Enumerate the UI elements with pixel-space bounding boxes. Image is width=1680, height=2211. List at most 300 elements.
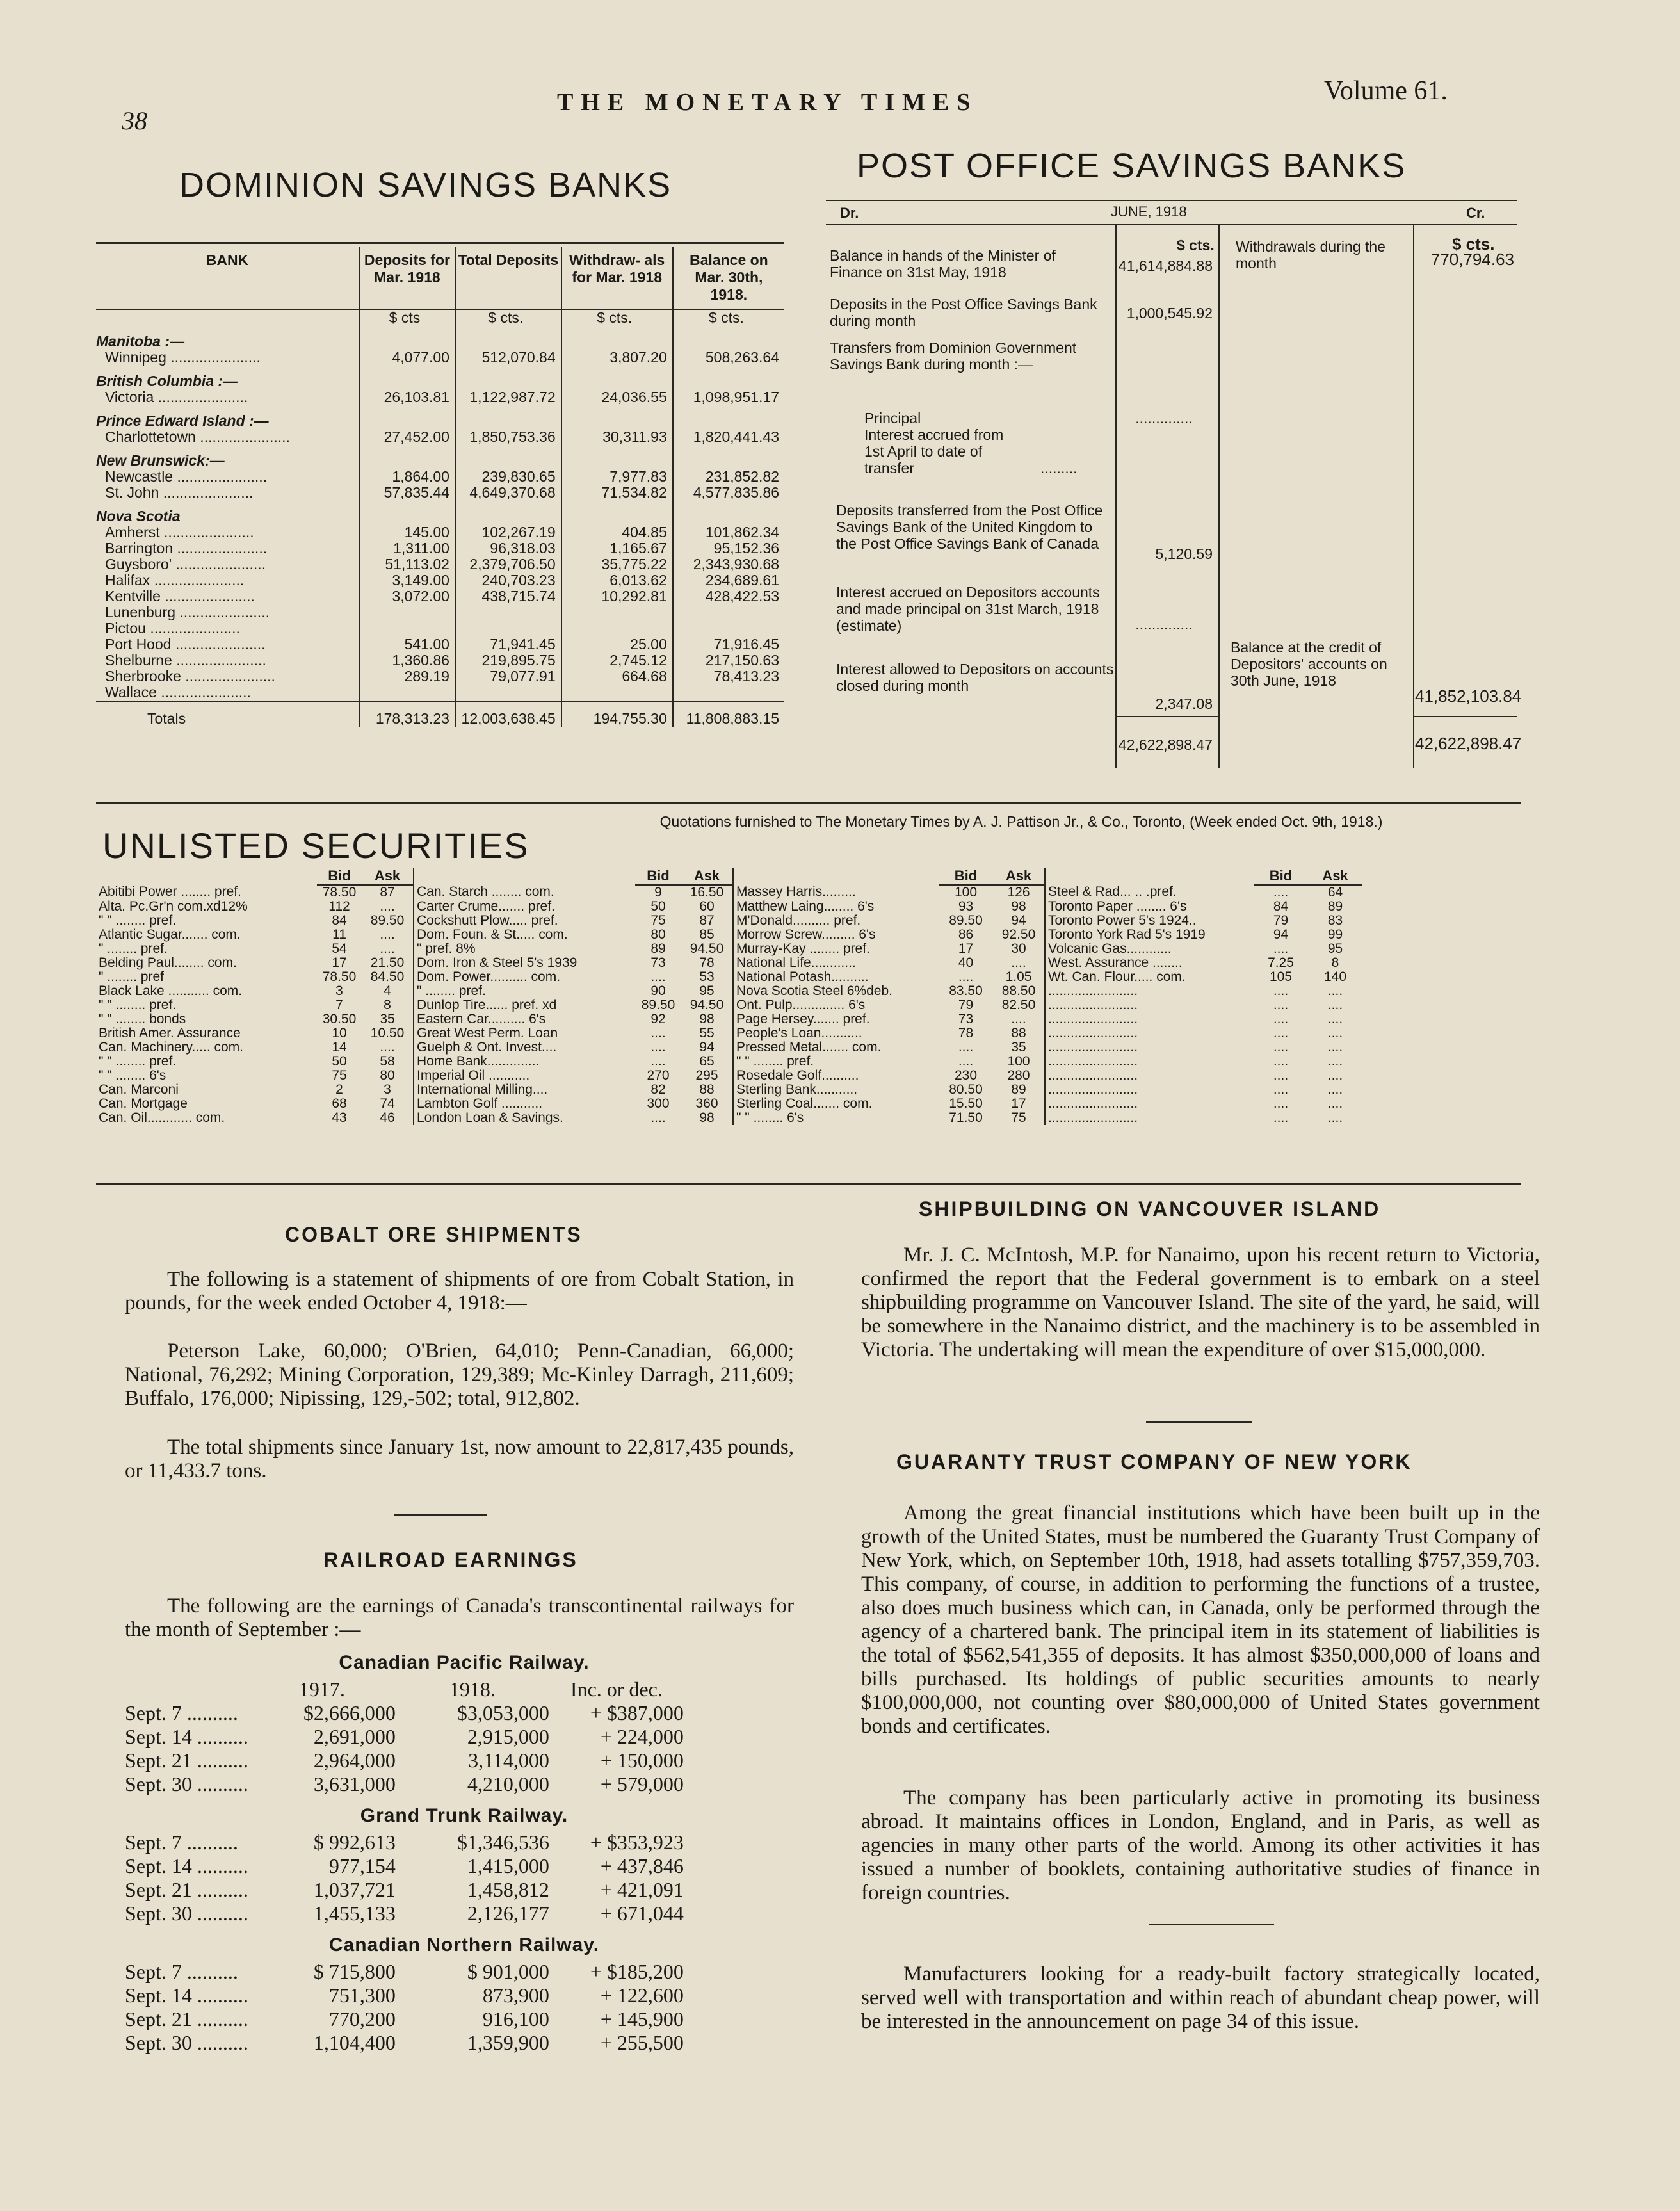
bank-name [96,620,359,636]
guaranty-para-1: Among the great financial institutions which have been built up in the growth of the United States, must be numbered the Guaranty Trust Company of New York, which, on September 10th, 1918, had assets totalling $757,359,703. This company, of course, in addition to performing the functions of a trustee, also does much business which can, in Canada, only be performed through the agency of a chartered bank. The principal item in its statement of liabilities is the total of $562,541,355 of deposits. It has almost $350,000,000 of loans and bills purchased. Its holdings of public securities amounts to nearly $100,000,000, not counting over $80,000,000 of United States government bonds and certificates. [861,1502,1540,1738]
cell-value: 512,070.84 [455,350,561,366]
leader-dots: ...................... [160,588,255,604]
security-name: Massey Harris......... [733,885,939,900]
table-row [96,485,784,501]
ask-value: 94 [699,1040,715,1055]
security-name: Imperial Oil ........... [414,1069,635,1083]
ask-value: .... [1327,1068,1343,1083]
security-name: Lambton Golf ........... [414,1097,635,1111]
cell-text: Sept. 30 [125,2031,192,2054]
bank-name-text: Winnipeg [105,349,166,366]
month-label: JUNE, 1918 [1111,204,1187,220]
unlisted-title: UNLISTED SECURITIES [102,825,529,866]
ask-value: 64 [1327,885,1343,900]
week-label [125,2031,248,2055]
ask-value: 58 [380,1054,395,1069]
bid-value: .... [1273,1096,1289,1111]
ask-value: 140 [1323,969,1347,984]
cell-text: $2,666,000 [303,1701,396,1724]
table-row [96,429,784,445]
ask-value: 88 [1011,1026,1026,1041]
post-office-top-rule [826,200,1517,201]
earnings-value [248,1701,396,1725]
totals-label: Totals [96,701,359,727]
security-name: Page Hersey....... pref. [733,1012,939,1026]
earnings-value [549,1749,684,1772]
security-name: Belding Paul........ com. [99,955,237,970]
cell-text: + 579,000 [600,1772,684,1795]
week-label [125,1701,248,1725]
bid-value: 2 [335,1082,343,1097]
cell-value [673,684,784,701]
bid-value: .... [958,1054,974,1069]
week-label [125,1749,248,1772]
security-name: Alta. Pc.Gr'n com.xd12% [99,899,248,914]
bank-name-text: Sherbrooke [105,668,181,684]
cell-text: 3,114,000 [468,1749,549,1772]
earnings-value [396,2031,549,2055]
table-row [125,1772,684,1796]
table-row [96,389,784,405]
security-name: Nova Scotia Steel 6%deb. [733,984,939,998]
table-row [125,1984,684,2007]
cell-text: Sept. 30 [125,1772,192,1795]
security-name: International Milling.... [414,1083,635,1097]
po-uk-transfer-label: Deposits transferred from the Post Office Savings Bank of the United Kingdom to the Post Office Savings Bank of Canada [836,502,1103,552]
security-name: ........................ [1045,1083,1254,1097]
security-name: " " ........ 6's [99,1068,166,1083]
ask-value: 60 [699,899,715,914]
security-name: Abitibi Power ........ pref. [99,884,241,899]
cell-value: 27,452.00 [359,429,455,445]
po-interest-principal-label: Interest accrued on Depositors accounts and made principal on 31st March, 1918 (estimate) [836,584,1100,634]
dominion-header-row [96,247,784,309]
bank-name-text: Pictou [105,620,146,636]
post-office-title: POST OFFICE SAVINGS BANKS [857,147,1407,185]
cell-text: Sept. 14 [125,1984,192,2007]
po-left-sum-rule [1115,716,1219,717]
earnings-value [549,2007,684,2031]
cell-value: 438,715.74 [455,588,561,604]
cell-value: 7,977.83 [561,469,673,485]
cr-label: Cr. [1466,205,1485,221]
security-name: ........................ [1045,1012,1254,1026]
bid-value: 3 [335,984,343,998]
cell-value: 51,113.02 [359,556,455,572]
cell-text: Sept. 30 [125,1902,192,1925]
po-unit-right: $ cts. [1452,234,1495,254]
cell-value: 10,292.81 [561,588,673,604]
ask-value: 89 [1327,899,1343,914]
year-header: Inc. or dec. [570,1678,663,1701]
ask-value: .... [1011,955,1026,970]
cell-text: + $387,000 [590,1701,684,1724]
leader-dots: .......... [191,1984,248,2007]
cell-value: 1,864.00 [359,469,455,485]
cell-empty [673,366,784,389]
bid-value: .... [1273,1082,1289,1097]
cell-value: 3,149.00 [359,572,455,588]
table-row [96,1097,1362,1111]
table-row [96,572,784,588]
bid-header-3: Bid [939,868,993,885]
ask-value: .... [1327,1012,1343,1026]
security-name: West. Assurance ........ [1045,956,1254,970]
dominion-title: DOMINION SAVINGS BANKS [179,166,672,204]
earnings-value [396,2007,549,2031]
bank-name-text: Wallace [105,684,157,701]
security-name: Can. Marconi [99,1082,179,1097]
total-value: 178,313.23 [359,701,455,727]
earnings-value [248,1772,396,1796]
railroad-tables [125,1652,804,2055]
province-row [96,326,784,350]
bid-value: 83.50 [949,984,983,998]
cell-text: 2,915,000 [467,1725,549,1748]
bank-name [96,469,359,485]
cell-value: 25.00 [561,636,673,652]
cell-text: 1,104,400 [313,2031,396,2054]
cell-value: 1,098,951.17 [673,389,784,405]
cell-value: 1,360.86 [359,652,455,668]
bid-value: 78.50 [322,969,357,984]
security-name: " " ........ pref. [99,1054,177,1069]
bank-name [96,429,359,445]
ask-value: .... [1327,1026,1343,1041]
po-transfers-label: Transfers from Dominion Government Savings Bank during month :— [830,339,1077,373]
cell-value [561,620,673,636]
cell-text: 1,037,721 [313,1878,396,1901]
table-row [96,1083,1362,1097]
cell-value: 664.68 [561,668,673,684]
cell-text: + 671,044 [600,1902,684,1925]
bid-value: 78.50 [322,885,357,900]
week-label [125,1902,248,1925]
cell-empty [561,326,673,350]
cell-empty [359,366,455,389]
ask-value: .... [1327,1110,1343,1125]
bid-value: 89.50 [949,913,983,928]
unit-label: $ cts. [673,309,784,326]
leader-dots: ...................... [172,556,266,572]
ask-value: 92.50 [1001,927,1036,942]
bid-value: .... [1273,1040,1289,1055]
cell-text: Sept. 21 [125,1878,192,1901]
leader-dots: .......... [191,1854,248,1877]
cell-text: + 122,600 [600,1984,684,2007]
bank-name [96,636,359,652]
bid-value: 82 [650,1082,666,1097]
security-name: Toronto York Rad 5's 1919 [1045,928,1254,942]
ask-value: .... [380,899,395,914]
bank-name [96,556,359,572]
cell-value: 231,852.82 [673,469,784,485]
cell-value [673,604,784,620]
earnings-value [549,1878,684,1902]
earnings-value [248,1878,396,1902]
security-name: Black Lake ........... com. [99,984,243,998]
security-name: London Loan & Savings. [414,1111,635,1125]
cell-text: + 224,000 [600,1725,684,1748]
security-name: Toronto Power 5's 1924.. [1045,914,1254,928]
table-row [96,1041,1362,1055]
cell-empty [359,445,455,469]
week-label [125,1854,248,1878]
province-name: British Columbia :— [96,373,238,389]
bid-value: 11 [332,927,346,942]
table-row [96,469,784,485]
unlisted-table [96,868,1362,1125]
leader-dots: .......... [181,1960,238,1983]
cell-value: 24,036.55 [561,389,673,405]
cell-value [455,604,561,620]
cell-text: 770,200 [328,2007,396,2030]
shipbuilding-title: SHIPBUILDING ON VANCOUVER ISLAND [919,1197,1381,1220]
cell-text: $1,346,536 [456,1831,549,1854]
ask-value: 78 [699,955,715,970]
railway-table [125,1831,684,1925]
bid-value: .... [650,1026,666,1041]
table-row [125,1902,684,1925]
ask-value: 10.50 [370,1026,405,1041]
manufacturers-text: Manufacturers looking for a ready-built factory strategically located, served well with transportation and within reach of abundant cheap power, will be interested in the announcement on page 34 of this issue. [861,1963,1540,2033]
table-row [96,524,784,540]
earnings-value [549,1725,684,1749]
security-name: ........................ [1045,1055,1254,1069]
earnings-value [549,2031,684,2055]
bid-value: .... [1273,1054,1289,1069]
security-name: Dom. Power.......... com. [414,970,635,984]
cell-text: Sept. 21 [125,1749,192,1772]
po-interest-principal-dots: .............. [1135,616,1193,633]
leader-dots: ...................... [159,524,254,540]
cell-value: 79,077.91 [455,668,561,684]
leader-dots: ...................... [171,636,266,652]
bid-value: .... [650,1040,666,1055]
ask-header-2: Ask [681,868,733,885]
table-row [96,668,784,684]
cell-value: 239,830.65 [455,469,561,485]
col-balance: Balance on Mar. 30th, 1918. [673,247,784,309]
security-name: " pref. 8% [414,942,635,956]
bid-header-1: Bid [317,868,362,885]
security-name: Can. Starch ........ com. [414,885,635,900]
security-name: Carter Crume....... pref. [414,900,635,914]
bank-name-text: Barrington [105,540,174,556]
security-name: " " ........ 6's [733,1111,939,1125]
security-name: Atlantic Sugar....... com. [99,927,241,942]
table-row [125,1878,684,1902]
railway-name: Canadian Northern Railway. [328,1934,600,1956]
province-name: Manitoba :— [96,333,184,350]
cell-text: 1,415,000 [467,1854,549,1877]
ask-value: .... [1327,1096,1343,1111]
bid-value: 92 [650,1012,666,1026]
bid-header-4: Bid [1254,868,1308,885]
bid-value: .... [1273,1012,1289,1026]
ask-value: .... [380,941,395,956]
cell-value: 35,775.22 [561,556,673,572]
leader-dots: .......... [181,1701,238,1724]
railway-table [125,1678,684,1796]
earnings-value [248,1831,396,1854]
cell-value: 404.85 [561,524,673,540]
cell-empty [673,501,784,524]
cell-empty [455,326,561,350]
cell-text: + 150,000 [600,1749,684,1772]
ask-value: .... [1327,1082,1343,1097]
leader-dots: ...................... [154,389,248,405]
bid-value: 50 [650,899,666,914]
ask-header-4: Ask [1308,868,1362,885]
security-name: ........................ [1045,1026,1254,1041]
table-row [125,1725,684,1749]
po-unit-left: $ cts. [1177,237,1215,254]
leader-dots: ...................... [159,484,254,501]
province-row [96,405,784,429]
bid-value: .... [1273,885,1289,900]
bid-value: 79 [958,998,974,1012]
ask-value: 65 [699,1054,715,1069]
cell-value: 508,263.64 [673,350,784,366]
bid-value: .... [650,1054,666,1069]
cell-value [561,684,673,701]
leader-dots: ...................... [150,572,245,588]
security-name: Dom. Iron & Steel 5's 1939 [414,956,635,970]
earnings-value [248,1749,396,1772]
cell-value: 26,103.81 [359,389,455,405]
earnings-value [396,1772,549,1796]
table-row [96,1055,1362,1069]
cell-text: + 421,091 [600,1878,684,1901]
bid-value: .... [958,969,974,984]
earnings-value [549,1902,684,1925]
earnings-value [549,1701,684,1725]
page-number: 38 [122,106,147,135]
ask-value: 3 [384,1082,391,1097]
po-interest-closed-label: Interest allowed to Depositors on accounts closed during month [836,661,1114,694]
table-row [96,956,1362,970]
leader-dots: ...................... [173,468,268,485]
volume-label: Volume 61. [1324,76,1448,106]
bid-value: 80.50 [949,1082,983,1097]
bid-value: 112 [328,899,350,914]
ask-value: .... [1327,1054,1343,1069]
bid-value: 9 [654,885,662,900]
cell-text: 2,126,177 [467,1902,549,1925]
ask-value: 94 [1011,913,1026,928]
leader-dots: .......... [191,2031,248,2054]
dominion-table [96,247,784,727]
table-row [125,1749,684,1772]
week-label [125,2007,248,2031]
cell-value: 4,649,370.68 [455,485,561,501]
total-value: 11,808,883.15 [673,701,784,727]
ask-value: .... [380,1040,395,1055]
cell-value: 71,534.82 [561,485,673,501]
earnings-value [248,1854,396,1878]
po-principal-label: Principal [864,410,921,426]
ask-value: 95 [1327,941,1343,956]
leader-dots: .......... [191,1878,248,1901]
bid-value: 300 [647,1096,670,1111]
ask-value: 17 [1011,1096,1026,1111]
cell-value: 101,862.34 [673,524,784,540]
table-row [125,1854,684,1878]
security-name: National Life............ [733,956,939,970]
ask-value: 295 [695,1068,718,1083]
table-row [96,684,784,701]
cell-text: + 437,846 [600,1854,684,1877]
bank-name [96,350,359,366]
unlisted-top-rule [96,802,1521,804]
ask-value: 100 [1007,1054,1030,1069]
cell-value: 1,820,441.43 [673,429,784,445]
earnings-value [549,1772,684,1796]
po-balance-amount: 41,614,884.88 [1118,257,1213,274]
table-row [125,2007,684,2031]
cell-value: 30,311.93 [561,429,673,445]
table-row [96,620,784,636]
bid-value: 84 [332,913,347,928]
po-withdrawals-amount: 770,794.63 [1430,250,1514,269]
leader-dots: ...................... [175,604,270,620]
security-name: " " ........ bonds [99,1012,186,1026]
bank-name-text: Halifax [105,572,150,588]
cobalt-para-2: Peterson Lake, 60,000; O'Brien, 64,010; Penn-Canadian, 66,000; National, 76,292; Mining Corporation, 129,389; Mc-Kinley Darragh, 211,609; Buffalo, 176,000; Nipissing, 129,-502; total, 912,802. [125,1340,794,1410]
total-value: 12,003,638.45 [455,701,561,727]
security-name: British Amer. Assurance [99,1026,241,1041]
bid-value: .... [1273,984,1289,998]
cell-text: $ 715,800 [313,1960,396,1983]
totals-row [96,701,784,727]
bid-value: .... [650,969,666,984]
leader-dots: ...................... [172,652,266,668]
cell-value [455,684,561,701]
security-name: ........................ [1045,1069,1254,1083]
ask-value: 46 [380,1110,395,1125]
leader-dots: ...................... [181,668,275,684]
cell-value: 219,895.75 [455,652,561,668]
ask-value: 1.05 [1005,969,1032,984]
table-row [96,588,784,604]
shipbuilding-text: Mr. J. C. McIntosh, M.P. for Nanaimo, upon his recent return to Victoria, confirmed the report that the Federal government is to embark on a steel shipbuilding programme on Vancouver Island. The site of the yard, he said, will be somewhere in the Nanaimo district, and the machinery is to be assembled in Victoria. The undertaking will mean the expenditure of over $15,000,000. [861,1243,1540,1361]
security-name: Dunlop Tire...... pref. xd [414,998,635,1012]
ask-value: .... [1011,1012,1026,1026]
po-right-total: 42,622,898.47 [1415,734,1522,753]
cell-text: + $353,923 [590,1831,684,1854]
table-row [96,604,784,620]
cell-value: 2,379,706.50 [455,556,561,572]
earnings-value [396,1701,549,1725]
security-name: " " ........ pref. [99,913,177,928]
dr-label: Dr. [840,205,859,221]
security-name: Matthew Laing........ 6's [733,900,939,914]
guaranty-title: GUARANTY TRUST COMPANY OF NEW YORK [896,1450,1412,1473]
cell-text: 1,458,812 [467,1878,549,1901]
ask-value: 87 [380,885,395,900]
earnings-value [396,1878,549,1902]
cell-value: 6,013.62 [561,572,673,588]
bank-name [96,684,359,701]
table-row [96,998,1362,1012]
bid-value: 7.25 [1268,955,1294,970]
cell-text: Sept. 14 [125,1725,192,1748]
bid-value: 54 [332,941,347,956]
guaranty-para-2: The company has been particularly active in promoting its business abroad. It maintains offices in London, England, and in Paris, as well as agencies in many other parts of the world. Among its other activities it has issued a number of booklets, containing authoritative studies of finance in foreign countries. [861,1786,1540,1904]
cell-empty [673,326,784,350]
table-row [96,540,784,556]
